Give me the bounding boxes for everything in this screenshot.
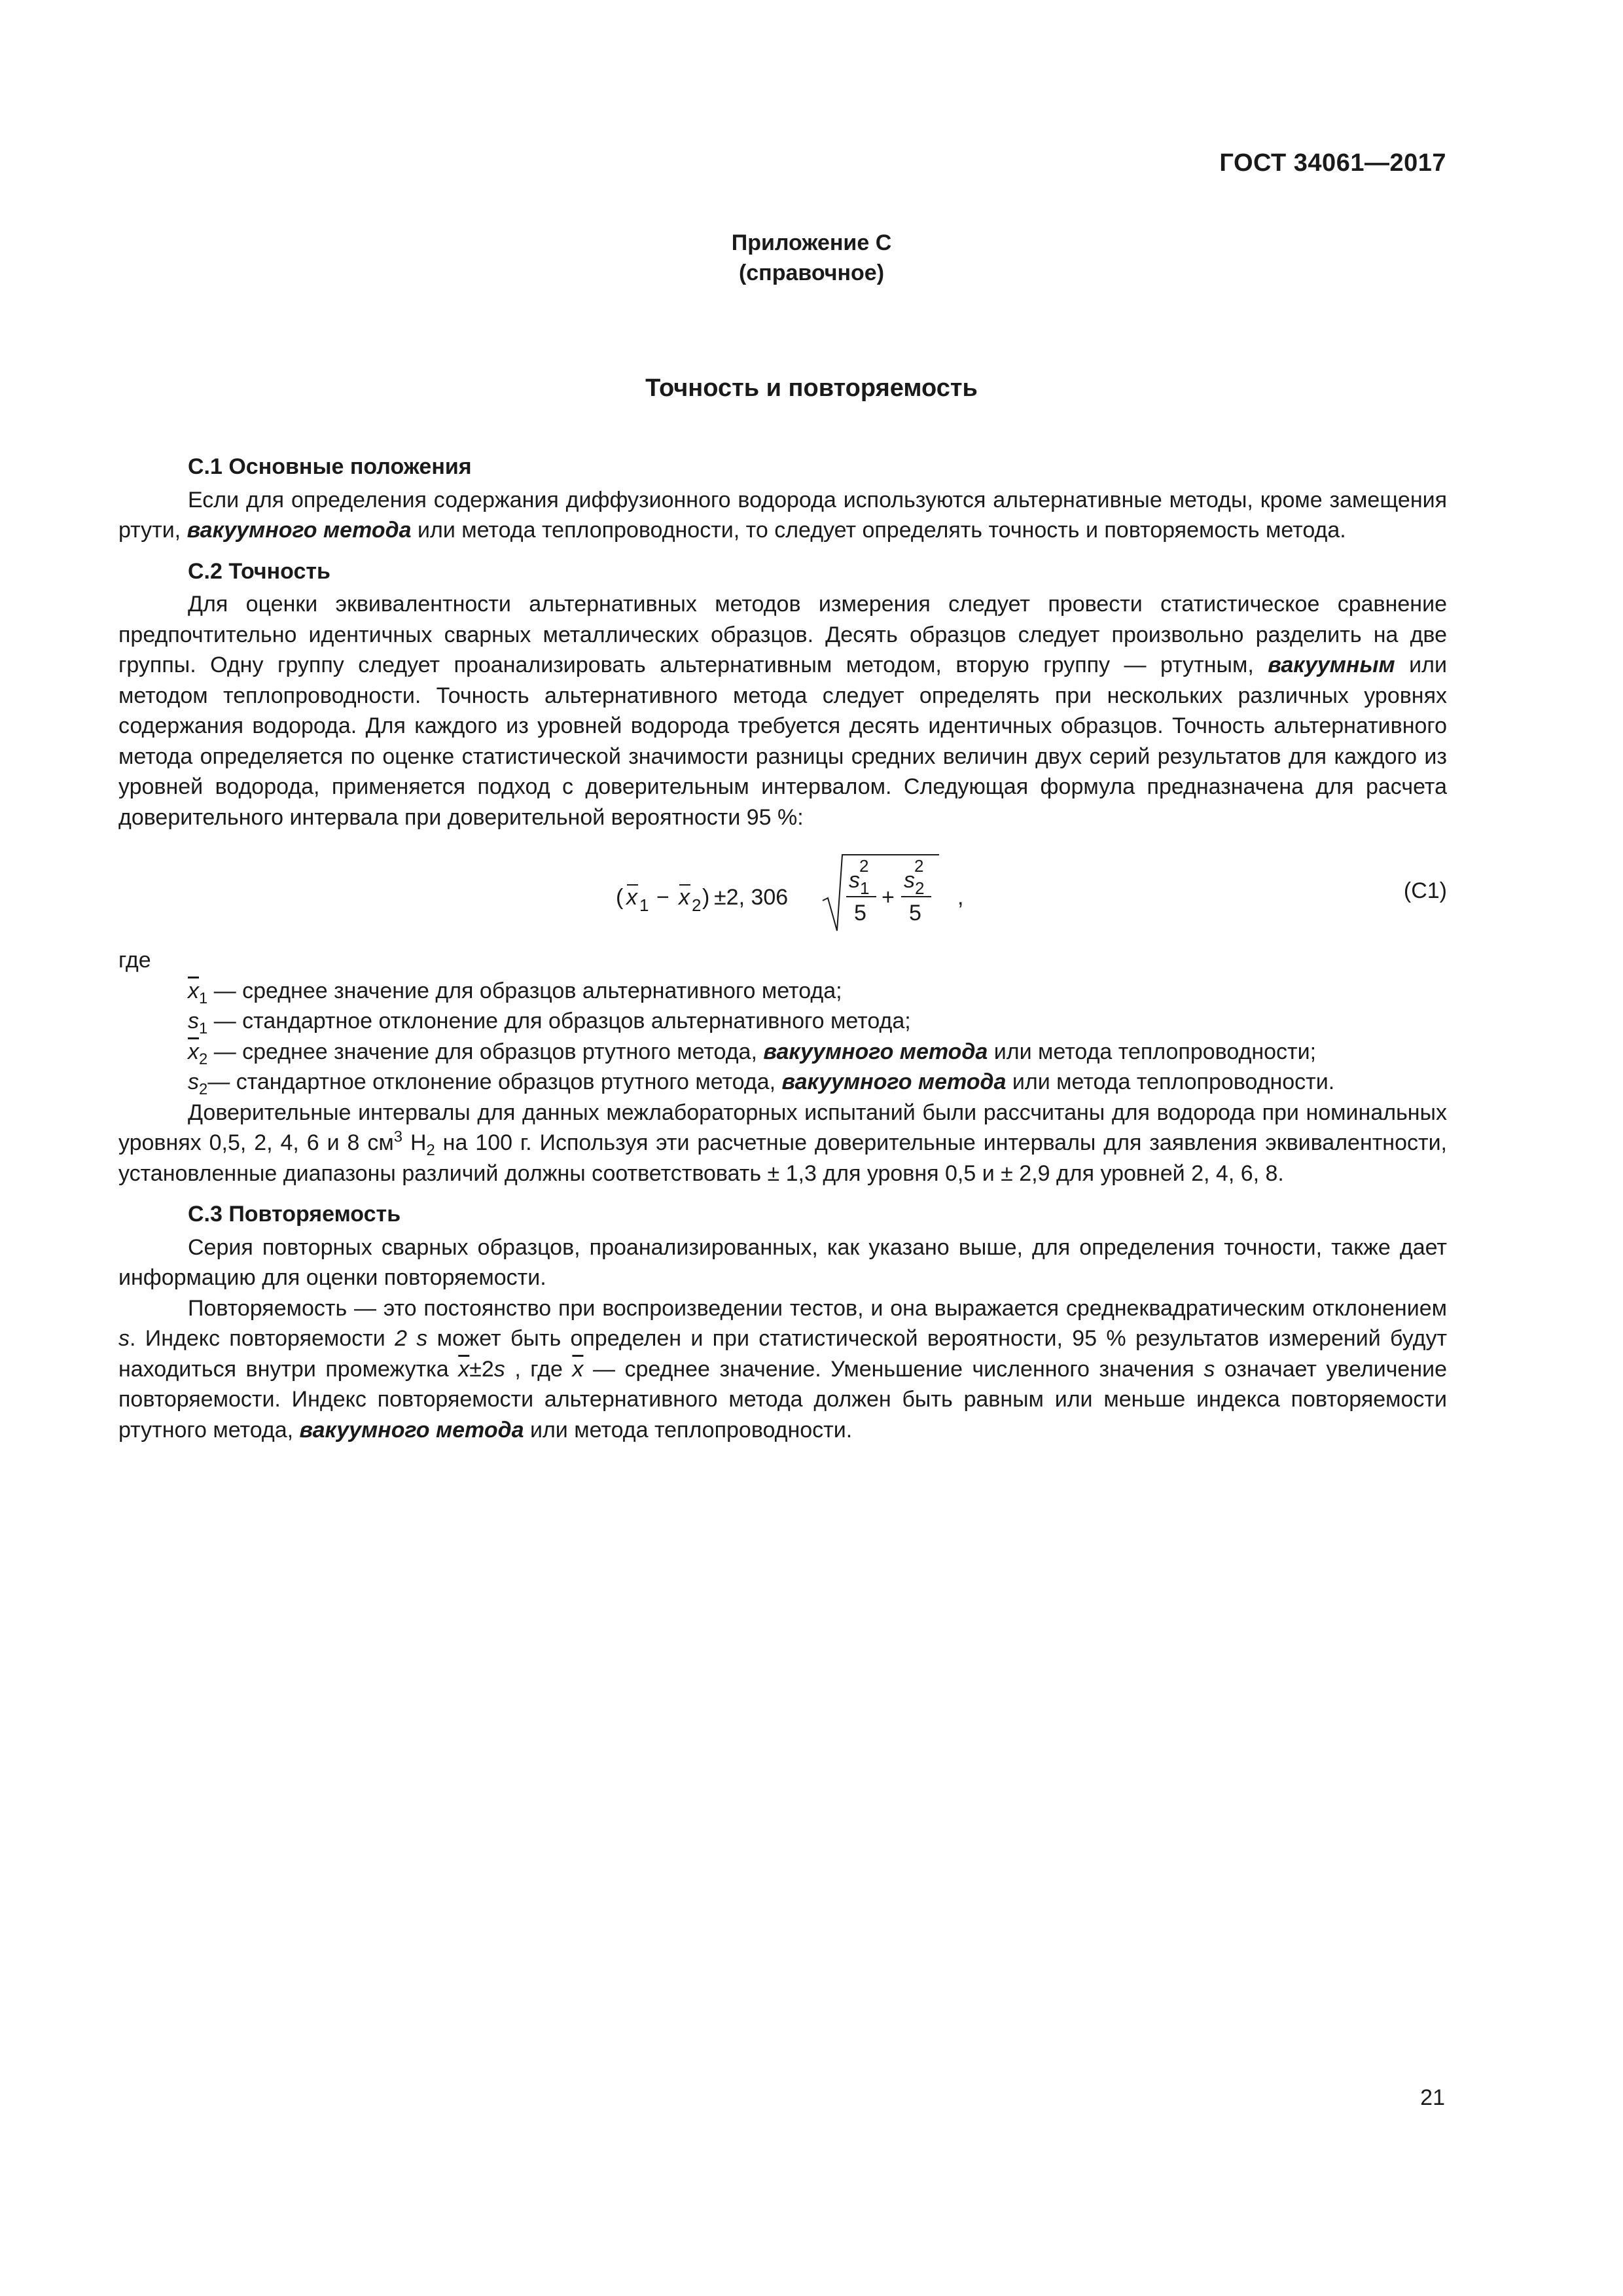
emphasis-text: вакуумным: [1268, 653, 1395, 677]
formula-s2: s: [904, 868, 915, 893]
symbol-definitions: [118, 976, 1447, 1098]
emphasis-text: вакуумного метода: [781, 1069, 1007, 1094]
emphasis-text: вакуумного метода: [187, 518, 412, 543]
annex-heading: [0, 228, 1623, 288]
text-run: H: [402, 1130, 427, 1155]
section-heading-c1: С.1 Основные положения: [188, 454, 472, 479]
math-symbol: $\overline{x}$: [458, 1356, 470, 1382]
math-symbol: s: [118, 1326, 130, 1351]
text-run: или методом теплопроводности. Точность альтернативного метода следует определять при нескольких различных уровнях содержания водорода. Для каждого из уровней водорода требуется десять идентичных образцов. Точность альтернативного метода определяется по оценке статистической значимости разницы средних величин двух серий результатов для каждого из уровней водорода, применяется подход с доверительным интервалом. Следующая формула предназначена для расчета доверительного интервала при доверительной вероятности 95 %:: [118, 653, 1447, 830]
page-number: 21: [1420, 2085, 1445, 2110]
definition-subscript: 2: [199, 1080, 208, 1098]
annex-title: Точность и повторяемость: [645, 374, 978, 402]
paragraph-c3-2: [118, 1293, 1447, 1446]
symbol-definition: [118, 1006, 1447, 1037]
definition-subscript: 1: [199, 1019, 208, 1037]
text-run: Доверительные интервалы для данных межлабораторных испытаний были рассчитаны для водорода при номинальных уровнях 0,5, 2, 4, 6 и 8 см: [118, 1100, 1447, 1155]
definition-symbol: $\overline{x}$: [188, 1039, 199, 1064]
definition-subscript: 2: [199, 1050, 208, 1068]
text-run: на 100 г. Используя эти расчетные доверительные интервалы для заявления эквивалентности, установленные диапазоны различий должны соответствовать ± 1,3 для уровня 0,5 и ± 2,9 для уровней 2, 4, 6, 8.: [118, 1130, 1448, 1186]
definition-text: — стандартное отклонение для образцов альтернативного метода;: [207, 1009, 911, 1033]
paragraph-c2-1: [118, 589, 1447, 833]
formula-plus: +: [882, 885, 895, 910]
formula-minus: −: [656, 885, 669, 910]
text-run: — среднее значение. Уменьшение численного значения: [583, 1356, 1204, 1382]
definition-symbol: s: [188, 1009, 199, 1033]
definition-symbol: s: [188, 1069, 199, 1094]
text-run: , где: [505, 1356, 573, 1382]
annex-label: Приложение С: [731, 230, 892, 255]
text-run: Повторяемость — это постоянство при воспроизведении тестов, и она выражается среднеквадратическим отклонением: [188, 1295, 1447, 1321]
symbol-definition: [118, 1067, 1447, 1098]
section-heading-c2: С.2 Точность: [188, 558, 330, 584]
text-run: означает увеличение повторяемости. Индекс повторяемости альтернативного метода должен быть равным или меньше индекса повторяемости ртутного метода,: [118, 1356, 1447, 1443]
text-run: ±2: [469, 1356, 494, 1382]
formula-den1: 5: [854, 901, 866, 925]
definition-text: или метода теплопроводности.: [1006, 1069, 1335, 1094]
text-run: Для оценки эквивалентности альтернативных методов измерения следует провести статистическое сравнение предпочтительно идентичных сварных металлических образцов. Десять образцов следует произвольно разделить на две группы. Одну группу следует проанализировать альтернативным методом, вторую группу — ртутным,: [118, 592, 1447, 677]
formula-s2-sub: 2: [915, 878, 925, 898]
formula-c1: [118, 847, 1447, 936]
document-number: ГОСТ 34061—2017: [1219, 149, 1446, 177]
definition-symbol: $\overline{x}$: [188, 978, 199, 1003]
math-symbol: 2 s: [395, 1326, 428, 1351]
document-body: [118, 452, 1447, 1445]
formula-sub1: 1: [639, 895, 649, 915]
formula-graphic: [118, 847, 1447, 936]
formula-paren-close: ): [702, 885, 710, 910]
formula-x2: x: [679, 885, 690, 910]
emphasis-text: вакуумного метода: [299, 1417, 524, 1443]
math-symbol: s: [493, 1356, 505, 1382]
section-heading-c3: С.3 Повторяемость: [188, 1202, 401, 1227]
formula-coef: ±2, 306: [714, 885, 789, 910]
formula-x1: x: [626, 885, 637, 910]
text-run: Если для определения содержания диффузионного водорода используются альтернативные методы, кроме замещения ртути,: [118, 487, 1447, 543]
where-label: где: [118, 948, 151, 973]
text-run: может быть определен и при статистической вероятности, 95 % результатов измерений будут находиться внутри промежутка: [118, 1326, 1448, 1382]
text-run: или метода теплопроводности.: [524, 1417, 853, 1443]
emphasis-text: вакуумного метода: [763, 1039, 988, 1064]
paragraph-c3-1: Серия повторных сварных образцов, проанализированных, как указано выше, для определения точности, также дает информацию для оценки повторяемости.: [118, 1234, 1447, 1290]
text-run: или метода теплопроводности, то следует определять точность и повторяемость метода.: [411, 518, 1346, 543]
text-run: . Индекс повторяемости: [130, 1326, 395, 1351]
math-symbol: $\overline{x}$: [572, 1356, 584, 1382]
definition-text: — стандартное отклонение образцов ртутного метода,: [207, 1069, 782, 1094]
formula-paren-open: (: [616, 885, 624, 910]
symbol-definition: [118, 976, 1447, 1007]
math-symbol: s: [1204, 1356, 1215, 1382]
formula-s1: s: [849, 868, 860, 893]
definition-text: или метода теплопроводности;: [988, 1039, 1317, 1064]
definition-text: — среднее значение для образцов альтернативного метода;: [207, 978, 842, 1003]
formula-comma: ,: [957, 885, 964, 910]
definition-subscript: 1: [199, 989, 208, 1007]
formula-sq1: 2: [859, 856, 869, 876]
annex-status: (справочное): [738, 260, 885, 285]
superscript: 3: [393, 1128, 403, 1146]
paragraph-c2-2: [118, 1098, 1447, 1189]
formula-sq2: 2: [914, 856, 924, 876]
paragraph-c1: [118, 485, 1447, 546]
definition-text: — среднее значение для образцов ртутного метода,: [207, 1039, 764, 1064]
formula-s1-sub: 1: [860, 878, 870, 898]
symbol-definition: [118, 1037, 1447, 1067]
formula-sub2: 2: [692, 895, 702, 915]
formula-number: (С1): [1403, 878, 1447, 903]
subscript: 2: [426, 1141, 435, 1159]
formula-den2: 5: [909, 901, 921, 925]
